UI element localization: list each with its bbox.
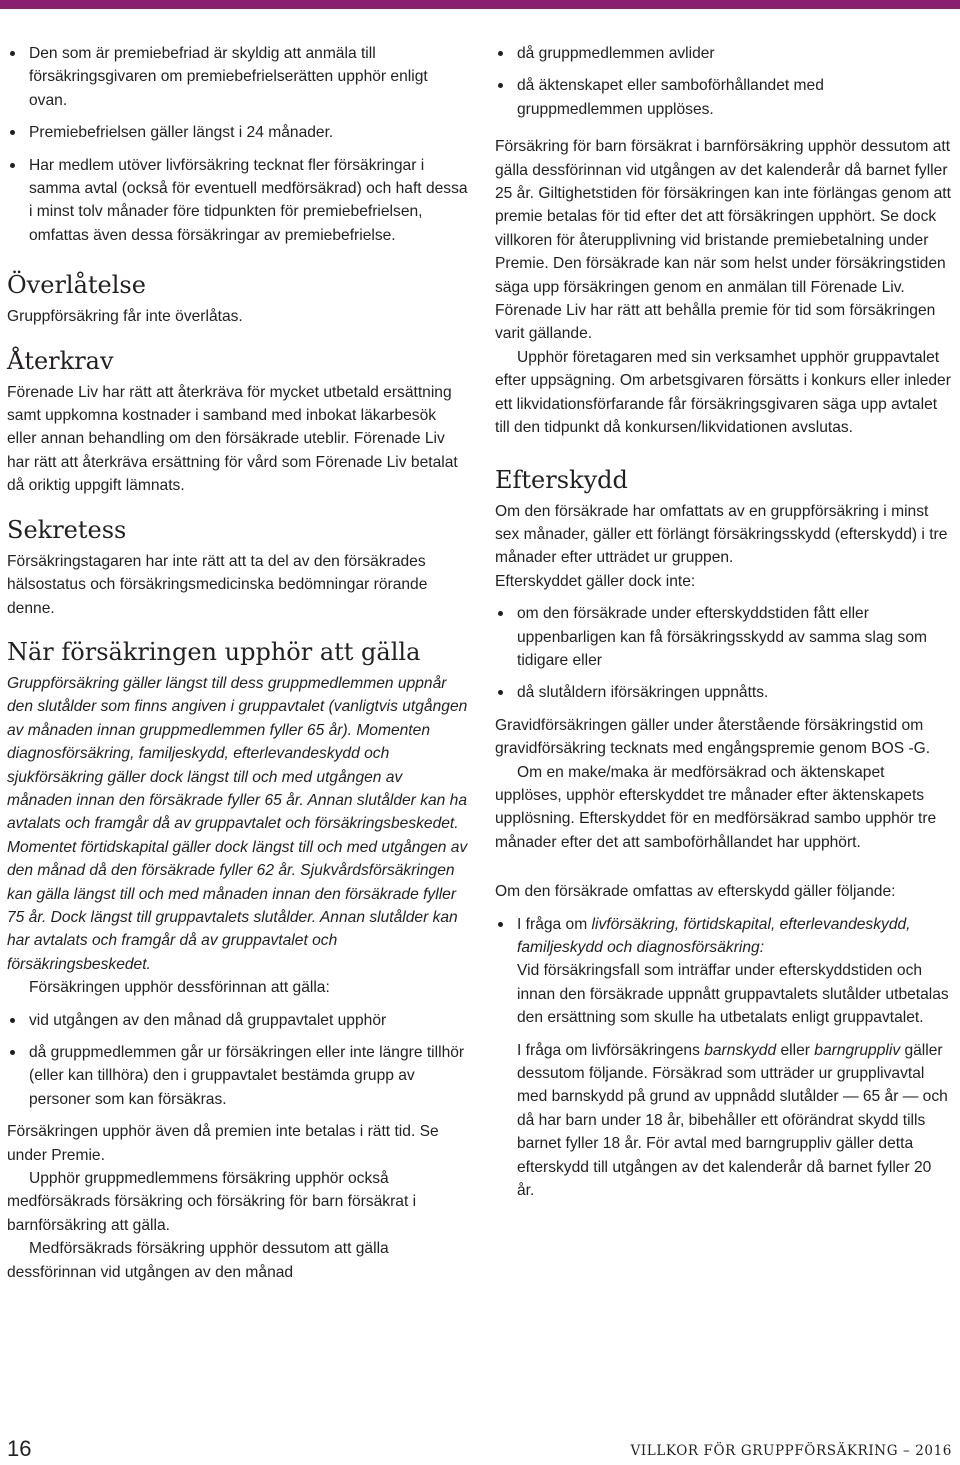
barn-paragraph: Försäkring för barn försäkrat i barnförsäkring upphör dessutom att gälla dessförinnan vid utgången av det kalenderår då barnet fyller 25 år. Giltighetstiden för försäkringen kan inte förlängas genom att premie betalas för tid efter det att försäkringen upphört. Se dock villkoren för återupplivning vid bristande premiebetalning under Premie. Den försäkrade kan när som helst under försäkringstiden säga upp försäkringen genom en anmälan till Förenade Liv. Förenade Liv har rätt att behålla premie för tid som försäkringen varit gällande. bbox=[495, 138, 951, 343]
list-item: Premiebefrielsen gäller längst i 24 månader. bbox=[7, 121, 469, 144]
omfattas-connector: eller bbox=[776, 1041, 815, 1059]
efterskydd-text: Om en make/maka är medförsäkrad och äktenskapet upplöses, upphör efterskyddet tre månader efter äktenskapets upplösning. Efterskyddet för en medförsäkrad sambo upphör tre månader efter det att samboförhållandet har upphört. bbox=[495, 763, 937, 851]
list-item: Har medlem utöver livförsäkring tecknat fler försäkringar i samma avtal (också för eventuell medförsäkrad) och haft dessa i minst tolv månader före tidpunkten för premiebefrielsen, omfattas även dessa försäkringar av premiebefrielse. bbox=[7, 154, 469, 248]
upphor-paragraph: Försäkringen upphör även då premien inte betalas i rätt tid. Se under Premie. bbox=[7, 1123, 439, 1164]
list-item: om den försäkrade under efterskyddstiden fått eller uppenbarligen kan få försäkringsskydd av samma slag som tidigare eller bbox=[495, 602, 953, 672]
premiebefrielse-list bbox=[7, 42, 469, 247]
omfattas-emphasis: barnskydd bbox=[704, 1041, 777, 1059]
list-item: då äktenskapet eller samboförhållandet med gruppmedlemmen upplöses. bbox=[495, 74, 953, 121]
upphor-paragraph: Medförsäkrads försäkring upphör dessutom att gälla dessförinnan vid utgången av den månad bbox=[7, 1240, 389, 1281]
omfattas-text: gäller dessutom följande. Försäkrad som utträder ur grupplivavtal med barnskydd på grund av uppnådd slutålder — 65 år — och då har barn under 18 år, bibehåller ett oförändrat skydd tills barnet fyller 18 år. För avtal med barngruppliv gäller detta efterskydd till utgången av det kalenderår då barnet fyller 20 år. bbox=[517, 1041, 948, 1200]
efterskydd-text: Efterskyddet gäller dock inte: bbox=[495, 572, 696, 590]
efterskydd-list bbox=[495, 602, 953, 705]
omfattas-prefix: I fråga om livförsäkringens bbox=[517, 1041, 705, 1059]
upphor-intro: Försäkringen upphör dessförinnan att gälla: bbox=[29, 979, 330, 997]
foretagare-paragraph: Upphör företagaren med sin verksamhet upphör gruppavtalet efter uppsägning. Om arbetsgivaren försätts i konkurs eller inleder ett likvidationsförfarande får försäkringsgivaren säga upp avtalet till den tidpunkt då konkursen/likvidationen avslutas. bbox=[495, 348, 951, 437]
omfattas-body bbox=[517, 1039, 953, 1203]
list-item bbox=[495, 913, 953, 1203]
list-item: då slutåldern iförsäkringen uppnåtts. bbox=[495, 681, 953, 704]
right-column bbox=[495, 42, 953, 1202]
omfattas-emphasis: barngruppliv bbox=[814, 1041, 901, 1059]
list-item: då gruppmedlemmen går ur försäkringen eller inte längre tillhör (eller kan tillhöra) den i gruppavtalet bestämda grupp av personer som kan försäkras. bbox=[7, 1041, 469, 1111]
upphor-paragraph: Upphör gruppmedlemmens försäkring upphör också medförsäkrads försäkring och försäkring för barn försäkrat i barnförsäkring att gälla. bbox=[7, 1170, 417, 1234]
heading-upphor: När försäkringen upphör att gälla bbox=[7, 637, 421, 666]
omfattas-list bbox=[495, 913, 953, 1203]
omfattas-heading: Om den försäkrade omfattas av efterskydd gäller följande: bbox=[495, 883, 896, 901]
omfattas-body: Vid försäkringsfall som inträffar under efterskyddstiden och innan den försäkrade uppnått gruppavtalets slutålder utbetalas den ersättning som skulle ha utbetalats enligt gruppavtalet. bbox=[517, 962, 949, 1027]
upphor-continued-list bbox=[495, 42, 953, 121]
heading-sekretess: Sekretess bbox=[7, 515, 127, 544]
overlatelse-text: Gruppförsäkring får inte överlåtas. bbox=[7, 308, 243, 326]
heading-efterskydd: Efterskydd bbox=[495, 465, 628, 494]
omfattas-prefix: I fråga om bbox=[517, 915, 592, 933]
top-accent-bar bbox=[0, 0, 960, 9]
left-column bbox=[7, 42, 469, 1284]
aterkrav-text: Förenade Liv har rätt att återkräva för mycket utbetald ersättning samt uppkomna kostnader i samband med inbokat läkarbesök eller annan behandling om den försäkrade uteblir. Förenade Liv har rätt att återkräva ersättning för vård som Förenade Liv betalat då oriktig uppgift lämnats. bbox=[7, 383, 458, 495]
sekretess-text: Försäkringstagaren har inte rätt att ta del av den försäkrades hälsostatus och försäkringsmedicinska bedömningar rörande denne. bbox=[7, 552, 428, 617]
list-item: vid utgången av den månad då gruppavtalet upphör bbox=[7, 1009, 469, 1032]
upphor-italic-text: Gruppförsäkring gäller längst till dess gruppmedlemmen uppnår den slutålder som finns angiven i gruppavtalet (vanligtvis utgången av månaden innan gruppmedlemmen fyller 65 år). Momenten diagnosförsäkring, familjeskydd, efterlevandeskydd och sjukförsäkring gäller dock längst till och med utgången av månaden innan den försäkrade fyller 65 år. Annan slutålder kan ha avtalats och framgår då av gruppavtalet och försäkringsbeskedet. Momentet förtidskapital gäller dock längst till och med utgången av den månad då den försäkrade fyller 62 år. Sjukvårdsförsäkringen kan gälla längst till och med månaden innan den försäkrade fyller 75 år. Dock längst till gruppavtalets slutålder. Annan slutålder kan har avtalats och framgår då av gruppavtalet och försäkringsbeskedet. bbox=[7, 674, 468, 973]
heading-aterkrav: Återkrav bbox=[7, 346, 114, 375]
list-item: Den som är premiebefriad är skyldig att anmäla till försäkringsgivaren om premiebefrielserätten upphör enligt ovan. bbox=[7, 42, 469, 112]
page-number: 16 bbox=[7, 1436, 32, 1461]
list-item: då gruppmedlemmen avlider bbox=[495, 42, 953, 65]
heading-overlatelse: Överlåtelse bbox=[7, 271, 146, 300]
footer-title: VILLKOR FÖR GRUPPFÖRSÄKRING – 2016 bbox=[630, 1443, 952, 1459]
efterskydd-text: Om den försäkrade har omfattats av en gruppförsäkring i minst sex månader, gäller ett förlängt försäkringsskydd (efterskydd) i tre månader efter utträdet ur gruppen. bbox=[495, 502, 948, 567]
upphor-list bbox=[7, 1009, 469, 1112]
efterskydd-text: Gravidförsäkringen gäller under återstående försäkringstid om gravidförsäkring tecknats med engångspremie genom BOS -G. bbox=[495, 716, 931, 758]
omfattas-emphasis: livförsäkring, förtidskapital, efterlevandeskydd, familjeskydd och diagnosförsäkring: bbox=[517, 915, 911, 956]
